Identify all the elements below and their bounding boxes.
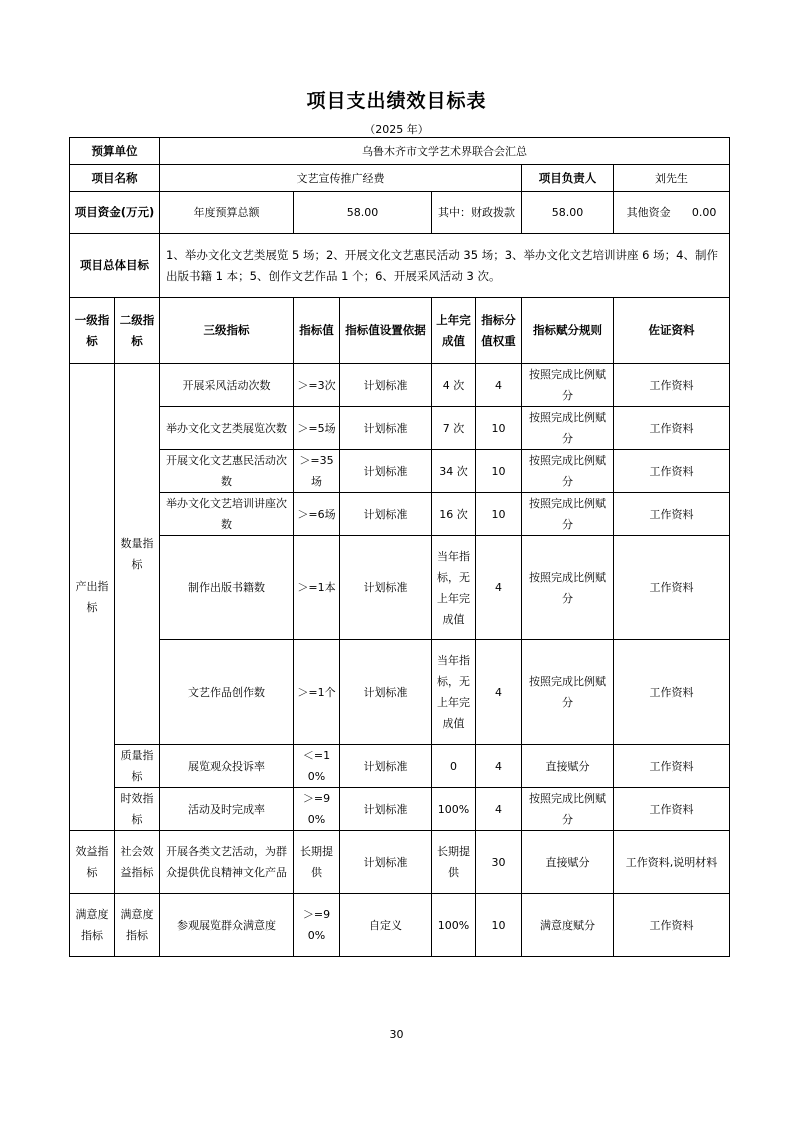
table-row — [70, 788, 730, 831]
header-level3: 三级指标 — [160, 298, 294, 364]
indicator-basis: 计划标准 — [340, 364, 432, 407]
table-row — [70, 745, 730, 788]
indicator-last-year: 16 次 — [432, 493, 476, 536]
header-row — [70, 298, 730, 364]
indicator-evidence: 工作资料 — [614, 364, 730, 407]
indicator-value: ＞=6场 — [294, 493, 340, 536]
group-social-benefit: 社会效益指标 — [115, 831, 160, 894]
indicator-value: ＞=5场 — [294, 407, 340, 450]
funds-row — [70, 192, 730, 234]
indicator-name: 活动及时完成率 — [160, 788, 294, 831]
fiscal-label: 其中：财政拨款 — [432, 192, 522, 234]
indicator-rule: 满意度赋分 — [522, 894, 614, 957]
indicator-name: 展览观众投诉率 — [160, 745, 294, 788]
indicator-value: ＞=90% — [294, 788, 340, 831]
indicator-last-year: 34 次 — [432, 450, 476, 493]
other-funds-cell — [614, 192, 730, 234]
group-satisfaction: 满意度指标 — [70, 894, 115, 957]
indicator-name: 举办文化文艺类展览次数 — [160, 407, 294, 450]
indicator-name: 开展文化文艺惠民活动次数 — [160, 450, 294, 493]
indicator-evidence: 工作资料 — [614, 894, 730, 957]
project-name-value: 文艺宣传推广经费 — [160, 165, 522, 192]
indicator-name: 开展采风活动次数 — [160, 364, 294, 407]
indicator-weight: 30 — [476, 831, 522, 894]
table-row — [70, 831, 730, 894]
indicator-value: ＜=10% — [294, 745, 340, 788]
indicator-weight: 4 — [476, 364, 522, 407]
indicator-value: ＞=1个 — [294, 640, 340, 745]
budget-unit-label: 预算单位 — [70, 138, 160, 165]
indicator-basis: 计划标准 — [340, 640, 432, 745]
annual-budget-value: 58.00 — [294, 192, 432, 234]
indicator-last-year: 7 次 — [432, 407, 476, 450]
indicator-rule: 按照完成比例赋分 — [522, 364, 614, 407]
indicator-last-year: 当年指标，无上年完成值 — [432, 536, 476, 640]
fiscal-value: 58.00 — [522, 192, 614, 234]
indicator-value: ＞=1本 — [294, 536, 340, 640]
indicator-weight: 4 — [476, 640, 522, 745]
indicator-value: ＞=90% — [294, 894, 340, 957]
project-name-row — [70, 165, 730, 192]
overall-goal-row — [70, 234, 730, 298]
other-funds-label: 其他资金 — [626, 206, 671, 219]
indicator-value: ＞=3次 — [294, 364, 340, 407]
project-owner-label: 项目负责人 — [522, 165, 614, 192]
header-basis: 指标值设置依据 — [340, 298, 432, 364]
indicator-evidence: 工作资料 — [614, 493, 730, 536]
other-funds-value: 0.00 — [691, 206, 717, 219]
group-quality: 质量指标 — [115, 745, 160, 788]
indicator-weight: 10 — [476, 450, 522, 493]
indicator-name: 制作出版书籍数 — [160, 536, 294, 640]
indicator-rule: 直接赋分 — [522, 831, 614, 894]
indicator-evidence: 工作资料 — [614, 640, 730, 745]
annual-budget-label: 年度预算总额 — [160, 192, 294, 234]
indicator-value: 长期提供 — [294, 831, 340, 894]
indicator-evidence: 工作资料 — [614, 450, 730, 493]
indicator-evidence: 工作资料,说明材料 — [614, 831, 730, 894]
indicator-basis: 计划标准 — [340, 450, 432, 493]
page-number: 30 — [389, 1028, 404, 1041]
indicator-basis: 计划标准 — [340, 536, 432, 640]
indicator-value: ＞=35场 — [294, 450, 340, 493]
budget-unit-row — [70, 138, 730, 165]
indicator-rule: 按照完成比例赋分 — [522, 493, 614, 536]
overall-goal-text: 1、举办文化文艺类展览 5 场；2、开展文化文艺惠民活动 35 场；3、举办文化文艺培训讲座 6 场；4、制作出版书籍 1 本；5、创作文艺作品 1 个；6、开展采风活动 3 次。 — [160, 234, 730, 298]
indicator-evidence: 工作资料 — [614, 536, 730, 640]
indicator-basis: 计划标准 — [340, 407, 432, 450]
performance-table — [69, 137, 730, 957]
header-value: 指标值 — [294, 298, 340, 364]
indicator-last-year: 4 次 — [432, 364, 476, 407]
indicator-basis: 自定义 — [340, 894, 432, 957]
table-row — [70, 894, 730, 957]
indicator-basis: 计划标准 — [340, 788, 432, 831]
indicator-name: 文艺作品创作数 — [160, 640, 294, 745]
group-benefit: 效益指标 — [70, 831, 115, 894]
indicator-last-year: 当年指标，无上年完成值 — [432, 640, 476, 745]
indicator-last-year: 0 — [432, 745, 476, 788]
budget-unit-value: 乌鲁木齐市文学艺术界联合会汇总 — [160, 138, 730, 165]
indicator-rule: 按照完成比例赋分 — [522, 450, 614, 493]
indicator-rule: 直接赋分 — [522, 745, 614, 788]
header-last-year: 上年完成值 — [432, 298, 476, 364]
group-quantity: 数量指标 — [115, 364, 160, 745]
header-level1: 一级指标 — [70, 298, 115, 364]
table-row — [70, 450, 730, 493]
indicator-evidence: 工作资料 — [614, 745, 730, 788]
table-row — [70, 493, 730, 536]
indicator-evidence: 工作资料 — [614, 788, 730, 831]
indicator-last-year: 100% — [432, 788, 476, 831]
indicator-last-year: 长期提供 — [432, 831, 476, 894]
header-level2: 二级指标 — [115, 298, 160, 364]
project-name-label: 项目名称 — [70, 165, 160, 192]
page-title: 项目支出绩效目标表 — [306, 90, 487, 112]
indicator-last-year: 100% — [432, 894, 476, 957]
indicator-basis: 计划标准 — [340, 745, 432, 788]
group-satisfaction-sub: 满意度指标 — [115, 894, 160, 957]
funds-label: 项目资金(万元) — [70, 192, 160, 234]
indicator-rule: 按照完成比例赋分 — [522, 536, 614, 640]
overall-goal-label: 项目总体目标 — [70, 234, 160, 298]
indicator-name: 参观展览群众满意度 — [160, 894, 294, 957]
indicator-rule: 按照完成比例赋分 — [522, 640, 614, 745]
header-rule: 指标赋分规则 — [522, 298, 614, 364]
indicator-name: 开展各类文艺活动，为群众提供优良精神文化产品 — [160, 831, 294, 894]
header-weight: 指标分值权重 — [476, 298, 522, 364]
indicator-evidence: 工作资料 — [614, 407, 730, 450]
indicator-weight: 4 — [476, 745, 522, 788]
year-label: （2025 年） — [364, 123, 429, 136]
group-timeliness: 时效指标 — [115, 788, 160, 831]
indicator-weight: 10 — [476, 407, 522, 450]
table-row — [70, 364, 730, 407]
table-row — [70, 407, 730, 450]
header-evidence: 佐证资料 — [614, 298, 730, 364]
table-row — [70, 536, 730, 640]
table-row — [70, 640, 730, 745]
indicator-rule: 按照完成比例赋分 — [522, 407, 614, 450]
indicator-weight: 10 — [476, 493, 522, 536]
indicator-basis: 计划标准 — [340, 493, 432, 536]
indicator-basis: 计划标准 — [340, 831, 432, 894]
indicator-weight: 10 — [476, 894, 522, 957]
indicator-weight: 4 — [476, 788, 522, 831]
indicator-rule: 按照完成比例赋分 — [522, 788, 614, 831]
indicator-name: 举办文化文艺培训讲座次数 — [160, 493, 294, 536]
indicator-weight: 4 — [476, 536, 522, 640]
group-output: 产出指标 — [70, 364, 115, 831]
project-owner-value: 刘先生 — [614, 165, 730, 192]
